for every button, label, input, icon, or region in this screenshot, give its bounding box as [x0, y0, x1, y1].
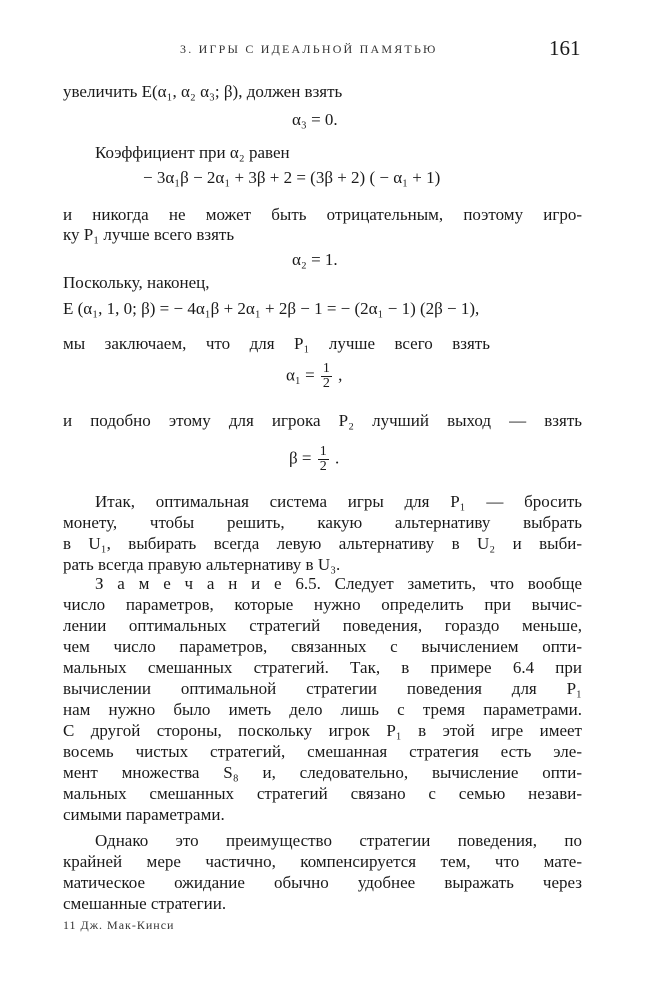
equation-punct: ,	[338, 365, 343, 385]
text-line: лении оптимальных стратегий поведения, гораздо меньше,	[63, 616, 582, 635]
text-line: рать всегда правую альтернативу в U₃.	[63, 555, 341, 574]
text-line: нам нужно было иметь дело лишь с тремя параметрами.	[63, 700, 582, 719]
text-line: крайней мере частично, компенсируется тем, что мате-	[63, 852, 582, 871]
running-header: 3. ИГРЫ С ИДЕАЛЬНОЙ ПАМЯТЬЮ	[180, 42, 438, 56]
text-line: увеличить E(α₁, α₂ α₃; β), должен взять	[63, 82, 343, 101]
text-line: мы заключаем, что для P₁ лучше всего взять	[63, 334, 490, 353]
text-line: монету, чтобы решить, какую альтернативу выбрать	[63, 513, 582, 532]
equation-coefficient: − 3α₁β − 2α₁ + 3β + 2 = (3β + 2) ( − α₁ + 1)	[143, 168, 441, 187]
text-line: ку P₁ лучше всего взять	[63, 225, 235, 244]
equation-punct: .	[335, 448, 340, 468]
equation-alpha1	[286, 362, 342, 391]
signature-mark: 11 Дж. Мак-Кинси	[63, 918, 175, 932]
fraction-numerator: 1	[322, 361, 330, 376]
text-line: число параметров, которые нужно определить при вычис-	[63, 595, 582, 614]
text-line: мальных смешанных стратегий. Так, в примере 6.4 при	[63, 658, 582, 677]
text-line: и подобно этому для игрока P₂ лучший выход — взять	[63, 411, 582, 430]
equation-expectation: E (α₁, 1, 0; β) = − 4α₁β + 2α₁ + 2β − 1 = − (2α₁ − 1) (2β − 1),	[63, 299, 480, 318]
text-line: Поскольку, наконец,	[63, 273, 210, 292]
fraction-one-half	[318, 445, 329, 474]
fraction-numerator: 1	[319, 444, 327, 459]
fraction-denominator: 2	[319, 459, 327, 474]
equation-lhs: β =	[289, 448, 312, 468]
text-line: матическое ожидание обычно удобнее выражать через	[63, 873, 582, 892]
text-line: Коэффициент при α₂ равен	[95, 143, 290, 162]
text-line: Итак, оптимальная система игры для P₁ — бросить	[95, 492, 582, 511]
equation-alpha2: α₂ = 1.	[292, 250, 338, 269]
text-line: смешанные стратегии.	[63, 894, 227, 913]
text-line: С другой стороны, поскольку игрок P₁ в этой игре имеет	[63, 721, 582, 740]
fraction-one-half	[321, 362, 332, 391]
text-line: мальных смешанных стратегий связано с семью незави-	[63, 784, 582, 803]
equation-alpha3: α₃ = 0.	[292, 110, 338, 129]
page-number: 161	[549, 36, 581, 60]
text-line: и никогда не может быть отрицательным, поэтому игро-	[63, 205, 582, 224]
text-line: восемь чистых стратегий, смешанная стратегия есть эле-	[63, 742, 582, 761]
text-line: вычислении оптимальной стратегии поведения для P₁	[63, 679, 582, 698]
text-line: З а м е ч а н и е 6.5. Следует заметить, что вообще	[95, 574, 582, 593]
text-line: Однако это преимущество стратегии поведения, по	[95, 831, 582, 850]
text-line: мент множества S₈ и, следовательно, вычисление опти-	[63, 763, 582, 782]
text-line: симыми параметрами.	[63, 805, 225, 824]
text-line: чем число параметров, связанных с вычислением опти-	[63, 637, 582, 656]
text-line: в U₁, выбирать всегда левую альтернативу в U₂ и выби-	[63, 534, 582, 553]
equation-lhs: α₁ =	[286, 365, 315, 385]
fraction-denominator: 2	[322, 376, 330, 391]
equation-beta	[289, 445, 339, 474]
